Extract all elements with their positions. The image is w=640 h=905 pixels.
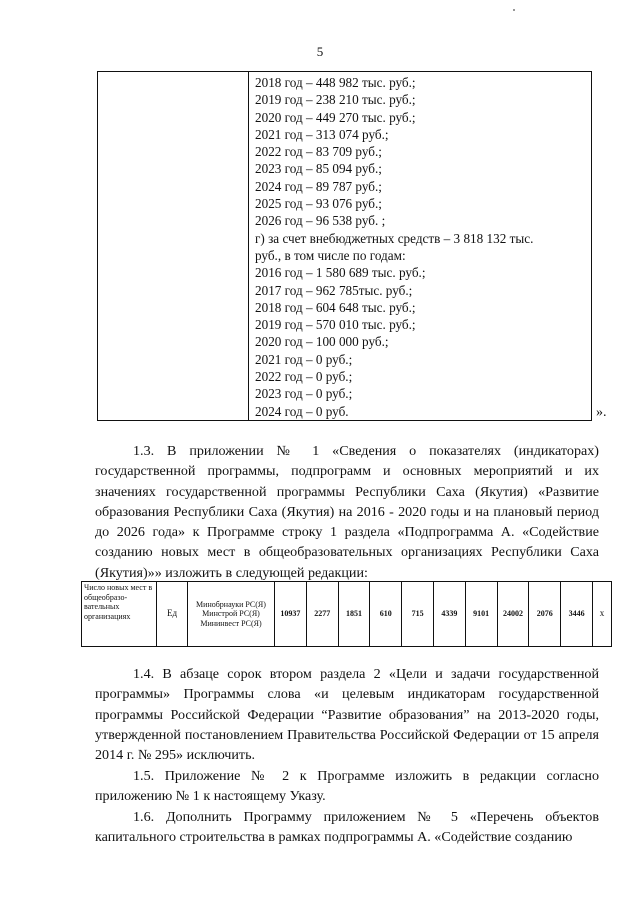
scan-speck bbox=[513, 9, 515, 11]
financing-line: 2019 год – 570 010 тыс. руб.; bbox=[255, 317, 416, 333]
indicator-value-cell: 10937 bbox=[275, 582, 307, 647]
financing-line: 2025 год – 93 076 руб.; bbox=[255, 196, 382, 212]
financing-line: руб., в том числе по годам: bbox=[255, 247, 406, 263]
financing-line: 2024 год – 0 руб. bbox=[255, 403, 349, 419]
indicator-last-cell: х bbox=[593, 582, 612, 647]
financing-line: 2019 год – 238 210 тыс. руб.; bbox=[255, 92, 416, 108]
indicator-value-cell: 610 bbox=[370, 582, 402, 647]
page-number: 5 bbox=[316, 44, 324, 59]
paragraph-1-6: 1.6. Дополнить Программу приложением № 5 «Перечень объектов капитального строительства в рамках подпрограммы А. «Содействие созданию bbox=[95, 809, 599, 846]
financing-line: г) за счет внебюджетных средств – 3 818 132 тыс. bbox=[255, 230, 534, 246]
financing-line: 2020 год – 100 000 руб.; bbox=[255, 334, 389, 350]
financing-line: 2018 год – 604 648 тыс. руб.; bbox=[255, 299, 416, 315]
financing-table-row bbox=[98, 72, 592, 421]
financing-line: 2023 год – 0 руб.; bbox=[255, 386, 353, 402]
closing-quote: ». bbox=[596, 405, 607, 420]
paragraph-1-4: 1.4. В абзаце сорок втором раздела 2 «Цели и задачи государственной программы» Программы слова «и целевым индикаторам государственной программы Российской Федерации “Развитие образования” на 2013-2020 годы, утвержденной постановлением Правительства Российской Федерации от 15 апреля 2014 г. № 295» исключить. bbox=[95, 666, 599, 764]
financing-table bbox=[97, 71, 592, 421]
financing-line: 2017 год – 962 785тыс. руб.; bbox=[255, 282, 413, 298]
financing-line: 2016 год – 1 580 689 тыс. руб.; bbox=[255, 265, 426, 281]
indicator-unit-cell: Ед bbox=[157, 582, 188, 647]
indicator-value-cell: 4339 bbox=[433, 582, 465, 647]
table-row bbox=[82, 582, 612, 647]
financing-line: 2026 год – 96 538 руб. ; bbox=[255, 213, 386, 229]
financing-line: 2022 год – 0 руб.; bbox=[255, 369, 353, 385]
financing-table-right-cell bbox=[249, 72, 592, 421]
indicator-table bbox=[81, 581, 612, 647]
indicator-value-cell: 9101 bbox=[465, 582, 497, 647]
indicator-value-cell: 3446 bbox=[561, 582, 593, 647]
financing-line: 2024 год – 89 787 руб.; bbox=[255, 178, 382, 194]
financing-line: 2023 год – 85 094 руб.; bbox=[255, 161, 382, 177]
indicator-value-cell: 715 bbox=[402, 582, 434, 647]
financing-table-left-cell bbox=[98, 72, 249, 421]
indicator-value-cell: 2076 bbox=[529, 582, 561, 647]
responsible-agency: Минстрой РС(Я) bbox=[202, 609, 260, 619]
financing-line: 2022 год – 83 709 руб.; bbox=[255, 144, 382, 160]
financing-line: 2020 год – 449 270 тыс. руб.; bbox=[255, 109, 416, 125]
indicator-value-cell: 1851 bbox=[338, 582, 370, 647]
responsible-agency: Мининвест РС(Я) bbox=[200, 618, 262, 628]
paragraph-1-3: 1.3. В приложении № 1 «Сведения о показателях (индикаторах) государственной программы, подпрограмм и основных мероприятий и их значениях государственной программы Республики Саха (Якутия) «Развитие образования Республики Саха (Якутия) на 2016 - 2020 годы и на плановый период до 2026 года» к Программе строку 1 раздела «Подпрограмма А. «Содействие созданию новых мест в общеобразовательных организациях Республики Саха (Якутия)»» изложить в следующей редакции: bbox=[95, 443, 599, 581]
responsible-agency: Минобрнауки РС(Я) bbox=[196, 599, 266, 609]
financing-line: 2018 год – 448 982 тыс. руб.; bbox=[255, 75, 416, 90]
indicator-value-cell: 24002 bbox=[497, 582, 529, 647]
indicator-value-cell: 2277 bbox=[306, 582, 338, 647]
paragraph-1-5: 1.5. Приложение № 2 к Программе изложить в редакции согласно приложению № 1 к настоящему Указу. bbox=[95, 768, 599, 805]
financing-line: 2021 год – 313 074 руб.; bbox=[255, 126, 389, 142]
financing-line: 2021 год – 0 руб.; bbox=[255, 351, 353, 367]
indicator-name-cell: Число новых мест в общеобразо-вательных организациях bbox=[82, 582, 157, 647]
indicator-responsible-cell bbox=[188, 582, 275, 647]
